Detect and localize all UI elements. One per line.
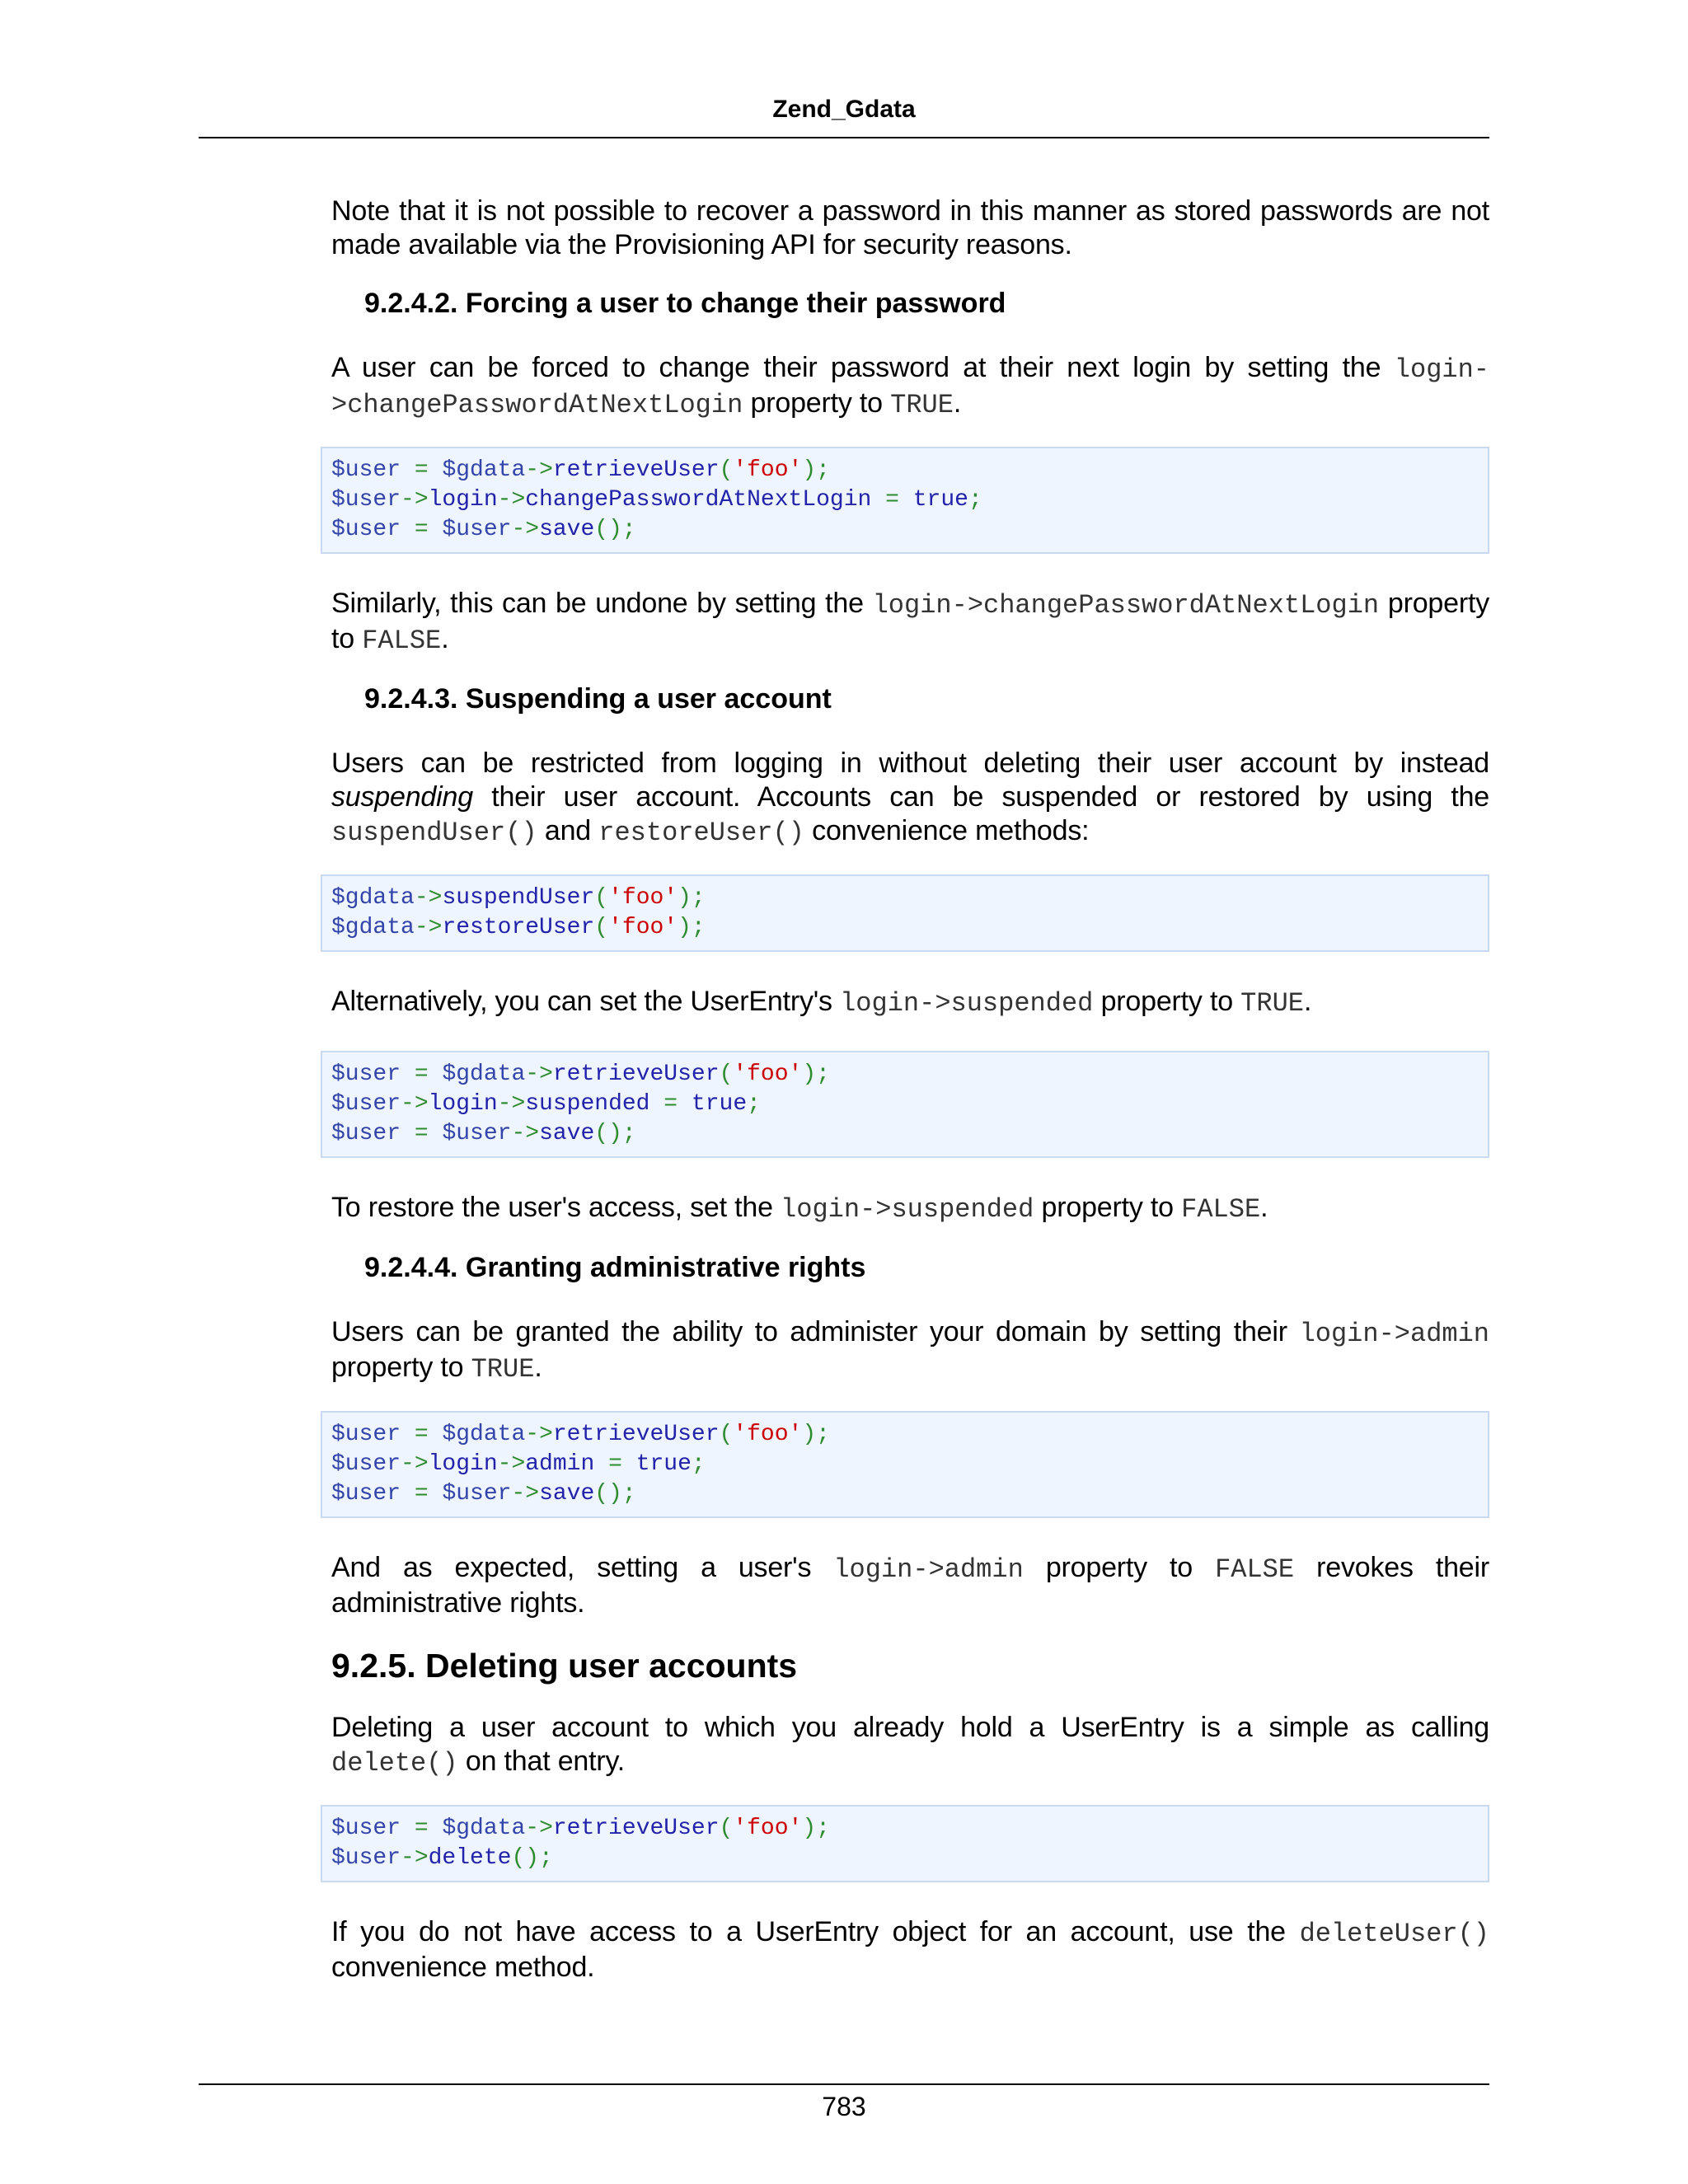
page-number: 783 — [822, 2092, 866, 2121]
code-block — [321, 1805, 1489, 1882]
restore-paragraph: To restore the user's access, set the login->suspended property to FALSE. — [331, 1192, 1268, 1225]
code-block — [321, 1051, 1489, 1158]
section-heading-suspend: 9.2.4.3. Suspending a user account — [364, 683, 832, 715]
code-line: $user = $gdata->retrieveUser('foo'); — [331, 1816, 830, 1841]
revoke-paragraph: And as expected, setting a user's login->admin property to FALSE revokes their administrative rights. — [331, 1552, 1489, 1619]
suspend-paragraph: Users can be restricted from logging in without deleting their user account by instead suspending their user account. Accounts can be suspended or restored by using the suspendUser() and restoreUser() convenience methods: — [331, 748, 1489, 848]
code-line: $user = $gdata->retrieveUser('foo'); — [331, 457, 830, 483]
code-line: $user = $gdata->retrieveUser('foo'); — [331, 1062, 830, 1087]
delete-paragraph: Deleting a user account to which you already hold a UserEntry is a simple as calling delete() on that entry. — [331, 1712, 1489, 1779]
section-heading-admin: 9.2.4.4. Granting administrative rights — [364, 1252, 866, 1283]
admin-paragraph: Users can be granted the ability to administer your domain by setting their login->admin property to TRUE. — [331, 1316, 1489, 1385]
code-line: $user = $user->save(); — [331, 517, 636, 542]
alternative-paragraph: Alternatively, you can set the UserEntry's login->suspended property to TRUE. — [331, 986, 1312, 1019]
force-password-paragraph: A user can be forced to change their password at their next login by setting the login->changePasswordAtNextLogin property to TRUE. — [331, 352, 1489, 420]
code-line: $user = $gdata->retrieveUser('foo'); — [331, 1422, 830, 1447]
code-line: $user->login->changePasswordAtNextLogin = true; — [331, 487, 982, 513]
section-heading-force-password: 9.2.4.2. Forcing a user to change their password — [364, 288, 1006, 319]
intro-paragraph: Note that it is not possible to recover a password in this manner as stored passwords are not made available via the Provisioning API for security reasons. — [331, 195, 1489, 260]
code-line: $gdata->restoreUser('foo'); — [331, 915, 706, 940]
delete-user-paragraph: If you do not have access to a UserEntry object for an account, use the deleteUser() convenience method. — [331, 1916, 1489, 1983]
code-block — [321, 447, 1489, 554]
running-header: Zend_Gdata — [772, 96, 916, 123]
code-line: $gdata->suspendUser('foo'); — [331, 885, 706, 911]
code-block — [321, 1411, 1489, 1518]
code-line: $user->login->suspended = true; — [331, 1091, 761, 1117]
code-line: $user->login->admin = true; — [331, 1451, 706, 1477]
header-rule — [199, 137, 1489, 138]
section-heading-delete: 9.2.5. Deleting user accounts — [331, 1647, 798, 1685]
code-line: $user = $user->save(); — [331, 1481, 636, 1507]
code-block — [321, 874, 1489, 952]
page-content — [331, 194, 1489, 1985]
undo-paragraph: Similarly, this can be undone by setting the login->changePasswordAtNextLogin property to FALSE. — [331, 588, 1490, 656]
code-line: $user->delete(); — [331, 1845, 553, 1871]
footer-rule — [199, 2083, 1489, 2085]
code-line: $user = $user->save(); — [331, 1121, 636, 1146]
